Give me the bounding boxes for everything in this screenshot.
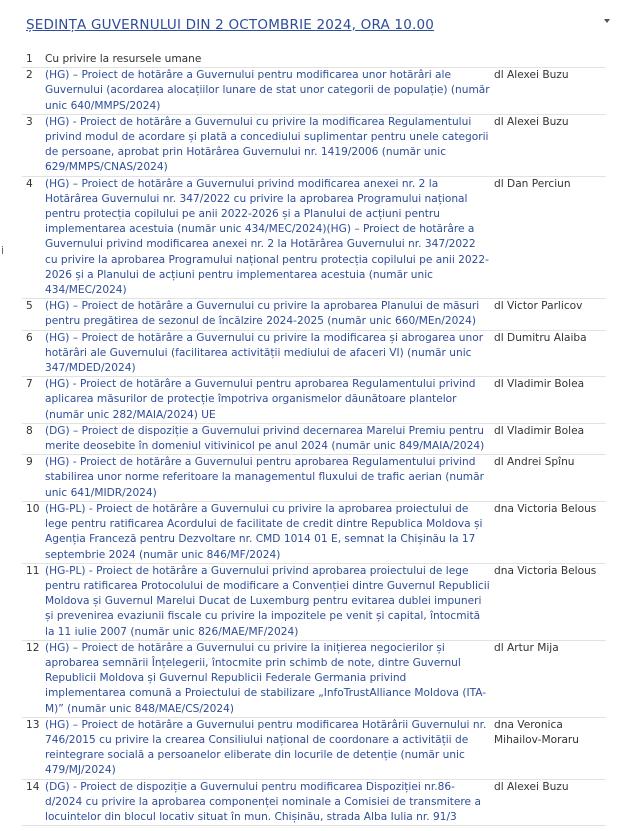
agenda-item-number: 6	[26, 331, 33, 344]
agenda-item-link[interactable]: (HG) - Proiect de hotărâre a Guvernului pentru aprobarea Regulamentului privind stabilirea unor norme referitoare la managementul fluxului de trafic aerian (număr unic 641/MIDR/2024)	[45, 456, 484, 499]
agenda-item-speaker: dna Victoria Belous	[494, 502, 597, 515]
agenda-row	[22, 424, 606, 455]
agenda-item-number: 1	[26, 53, 33, 65]
agenda-item-link[interactable]: (HG-PL) - Proiect de hotărâre a Guvernului cu privire la aprobarea proiectului de lege pentru ratificarea Acordului de facilitate de credit dintre Republica Moldova și Agenția Franceză pentru Dezvoltare nr. CMD 1014 01 E, semnat la Chișinău la 17 septembrie 2024 (număr unic 846/MF/2024)	[45, 502, 483, 561]
agenda-item-link[interactable]: (DG) – Proiect de dispoziție a Guvernului privind decernarea Marelui Premiu pentru merite deosebite în domeniul vitivinicol pe anul 2024 (număr unic 849/MAIA/2024)	[45, 424, 485, 453]
agenda-item-speaker: dl Andrei Spînu	[494, 456, 575, 469]
agenda-row	[22, 331, 606, 378]
agenda-item-number: 3	[26, 115, 33, 128]
agenda-row	[22, 641, 606, 718]
agenda-item-title: Cu privire la resursele umane	[45, 53, 202, 65]
agenda-item-speaker: dl Victor Parlicov	[494, 300, 583, 313]
agenda-item-speaker: dl Vladimir Bolea	[494, 424, 585, 437]
agenda-item-number: 11	[26, 564, 40, 577]
side-marker: i	[1, 244, 5, 257]
agenda-item-link[interactable]: (HG) - Proiect de hotărâre a Guvernului pentru aprobarea Regulamentului privind aplicarea măsurilor de protecție împotriva organismelor dăunătoare plantelor (număr unic 282/MAIA/2024) UE	[45, 378, 476, 421]
agenda-item-speaker: dna Victoria Belous	[494, 564, 597, 577]
agenda-item-speaker: dl Dumitru Alaiba	[494, 331, 587, 344]
agenda-item-number: 13	[26, 718, 40, 731]
agenda-item-number: 2	[26, 69, 33, 82]
agenda-item-speaker: dl Dan Perciun	[494, 177, 571, 190]
agenda-row	[22, 564, 606, 641]
agenda-item-link[interactable]: (HG) – Proiect de hotărâre a Guvernului pentru modificarea unor hotărâri ale Guvernului (acordarea alocațiilor lunare de stat unor categorii de populație) (număr unic 640/MMPS/2024)	[45, 69, 490, 112]
chevron-down-icon[interactable]	[604, 19, 610, 23]
agenda-row	[22, 377, 606, 424]
agenda-item-link[interactable]: (HG) – Proiect de hotărâre a Guvernului privind modificarea anexei nr. 2 la Hotărârea Guvernului nr. 347/2022 cu privire la aprobarea Programului național pentru protecția copilului pe anii 2022-2026 și a Planului de acțiuni pentru implementarea acestuia (număr unic 434/MEC/2024)(HG) – Proiect de hotărâre a Guvernului privind modificarea anexei nr. 2 la Hotărârea Guvernului nr. 347/2022 cu privire la aprobarea Programului național pentru protecția copilului pe anii 2022-2026 și a Planului de acțiuni pentru implementarea acestuia (număr unic 434/MEC/2024)	[45, 177, 489, 297]
agenda-item-link[interactable]: (HG) – Proiect de hotărâre a Guvernului cu privire la modificarea și abrogarea unor hotărâri ale Guvernului (facilitarea activității mediului de afaceri VI) (număr unic 347/MDED/2024)	[45, 331, 484, 375]
agenda-item-link[interactable]: (HG) – Proiect de hotărâre a Guvernului cu privire la aprobarea Planului de măsuri pentru pregătirea de sezonul de încălzire 2024-2025 (număr unic 660/MEn/2024)	[45, 300, 480, 328]
agenda-row	[22, 718, 606, 780]
agenda-item-number: 12	[26, 641, 40, 654]
agenda-row	[22, 52, 606, 68]
agenda-item-link[interactable]: (HG) - Proiect de hotărâre a Guvernului cu privire la modificarea Regulamentului privind modul de acordare și plată a concediului suplimentar pentru unele categorii de persoane, aprobat prin Hotărârea Guvernului nr. 1419/2006 (număr unic 629/MMPS/CNAS/2024)	[45, 115, 489, 174]
agenda-row	[22, 68, 606, 115]
agenda-item-link[interactable]: (HG) – Proiect de hotărâre a Guvernului pentru modificarea Hotărârii Guvernului nr. 746/2015 cu privire la crearea Consiliului național de coordonare a activității de reintegrare socială a persoanelor eliberate din locurile de detenție (număr unic 479/MJ/2024)	[45, 718, 487, 777]
agenda-item-speaker: dl Vladimir Bolea	[494, 378, 585, 391]
agenda-item-speaker: dl Alexei Buzu	[494, 69, 569, 82]
agenda-item-link[interactable]: (HG-PL) - Proiect de hotărâre a Guvernului privind aprobarea proiectului de lege pentru ratificarea Protocolului de modificare a Convenției dintre Guvernul Republicii Moldova și Guvernul Marelui Ducat de Luxemburg pentru evitarea dublei impuneri și prevenirea evaziunii fiscale cu privire la impozitele pe venit și capital, întocmită la 11 iulie 2007 (număr unic 826/MAE/MF/2024)	[45, 564, 490, 638]
agenda-item-number: 4	[26, 177, 33, 190]
agenda-row	[22, 502, 606, 564]
agenda-item-number: 8	[26, 424, 33, 437]
agenda-item-speaker: dl Alexei Buzu	[494, 780, 569, 793]
agenda-item-number: 9	[26, 456, 33, 469]
agenda-row	[22, 455, 606, 502]
meeting-title-link[interactable]: ȘEDINȚA GUVERNULUI DIN 2 OCTOMBRIE 2024, ORA 10.00	[26, 17, 435, 33]
agenda-item-number: 7	[26, 378, 33, 391]
agenda-item-speaker	[494, 52, 606, 67]
agenda-item-link[interactable]: (DG) - Proiect de dispoziție a Guvernului pentru modificarea Dispoziției nr.86-d/2024 cu privire la aprobarea componenței nominale a Comisiei de transmitere a locuintelor din blocul locativ situat în mun. Chișinău, strada Alba Iulia nr. 91/3	[45, 780, 481, 823]
agenda-table	[22, 52, 606, 826]
agenda-item-speaker: dl Alexei Buzu	[494, 115, 569, 128]
agenda-row	[22, 780, 606, 827]
agenda-row	[22, 115, 606, 177]
agenda-item-speaker: dl Artur Mija	[494, 641, 559, 654]
agenda-item-speaker: dna Veronica Mihailov-Moraru	[494, 718, 580, 746]
agenda-item-number: 5	[26, 300, 33, 313]
agenda-item-number: 10	[26, 502, 40, 515]
agenda-row	[22, 177, 606, 300]
agenda-item-number: 14	[26, 780, 40, 793]
meeting-header[interactable]	[26, 14, 616, 38]
agenda-item-link[interactable]: (HG) – Proiect de hotărâre a Guvernului cu privire la inițierea negocierilor și aprobarea semnării Înțelegerii, întocmite prin schimb de note, dintre Guvernul Republicii Moldova și Guvernul Republicii Federale Germania privind implementarea comună a Proiectului de stabilizare „InfoTrustAlliance Moldova (ITA-M)” (număr unic 848/MAE/CS/2024)	[45, 641, 487, 715]
agenda-row	[22, 299, 606, 330]
